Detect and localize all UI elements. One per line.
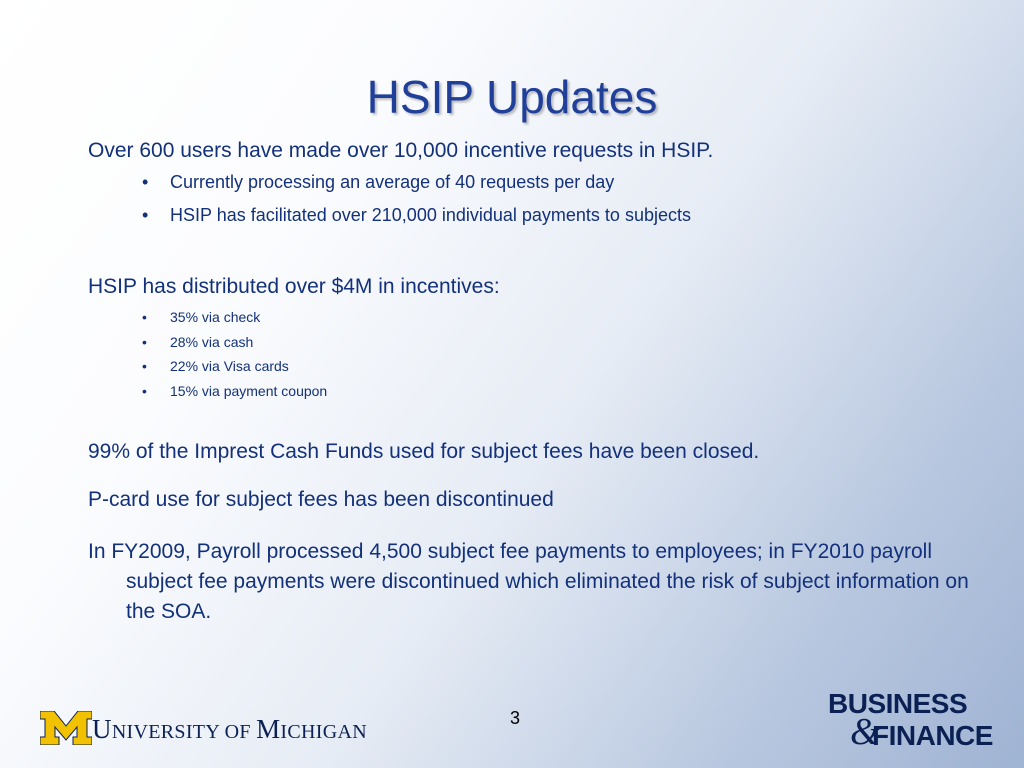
bullet-icon: • bbox=[142, 358, 147, 374]
bullet-text: 22% via Visa cards bbox=[170, 358, 289, 374]
paragraph-distributed: HSIP has distributed over $4M in incentives: bbox=[88, 275, 500, 298]
paragraph-imprest: 99% of the Imprest Cash Funds used for subject fees have been closed. bbox=[88, 440, 760, 463]
bullet-item bbox=[88, 354, 968, 379]
business-finance-logo bbox=[826, 688, 1001, 753]
bullet-text: 35% via check bbox=[170, 309, 261, 325]
bullet-text: 28% via cash bbox=[170, 333, 254, 350]
bullet-icon: • bbox=[142, 382, 147, 399]
bf-logo-line1: BUSINESS bbox=[828, 688, 968, 719]
university-wordmark: UNIVERSITY OF MICHIGAN bbox=[92, 714, 367, 744]
bullet-item bbox=[88, 305, 968, 330]
slide-content bbox=[88, 136, 968, 627]
block-m-logo-icon bbox=[40, 711, 92, 745]
bullet-text: 15% via payment coupon bbox=[170, 382, 328, 399]
bullet-item bbox=[88, 330, 968, 355]
page-number: 3 bbox=[509, 708, 520, 728]
paragraph-users: Over 600 users have made over 10,000 incentive requests in HSIP. bbox=[88, 139, 714, 162]
paragraph-payroll: In FY2009, Payroll processed 4,500 subject fee payments to employees; in FY2010 payroll subject fee payments were discontinued which eliminated the risk of subject information on the SOA. bbox=[88, 540, 969, 623]
bullet-item bbox=[88, 199, 968, 232]
bf-logo-ampersand: & bbox=[850, 711, 880, 753]
bf-logo-line2: FINANCE bbox=[872, 720, 993, 751]
bullet-text: Currently processing an average of 40 requests per day bbox=[170, 172, 615, 192]
bullet-text: HSIP has facilitated over 210,000 individual payments to subjects bbox=[170, 205, 691, 225]
bullet-item bbox=[88, 379, 968, 404]
slide-title: HSIP Updates bbox=[366, 71, 658, 123]
paragraph-pcard: P-card use for subject fees has been discontinued bbox=[88, 488, 554, 511]
bullet-icon: • bbox=[142, 333, 147, 350]
bullet-icon: • bbox=[142, 309, 147, 325]
bullet-item bbox=[88, 166, 968, 199]
bullet-icon: • bbox=[142, 205, 149, 225]
bullet-icon: • bbox=[142, 172, 149, 192]
